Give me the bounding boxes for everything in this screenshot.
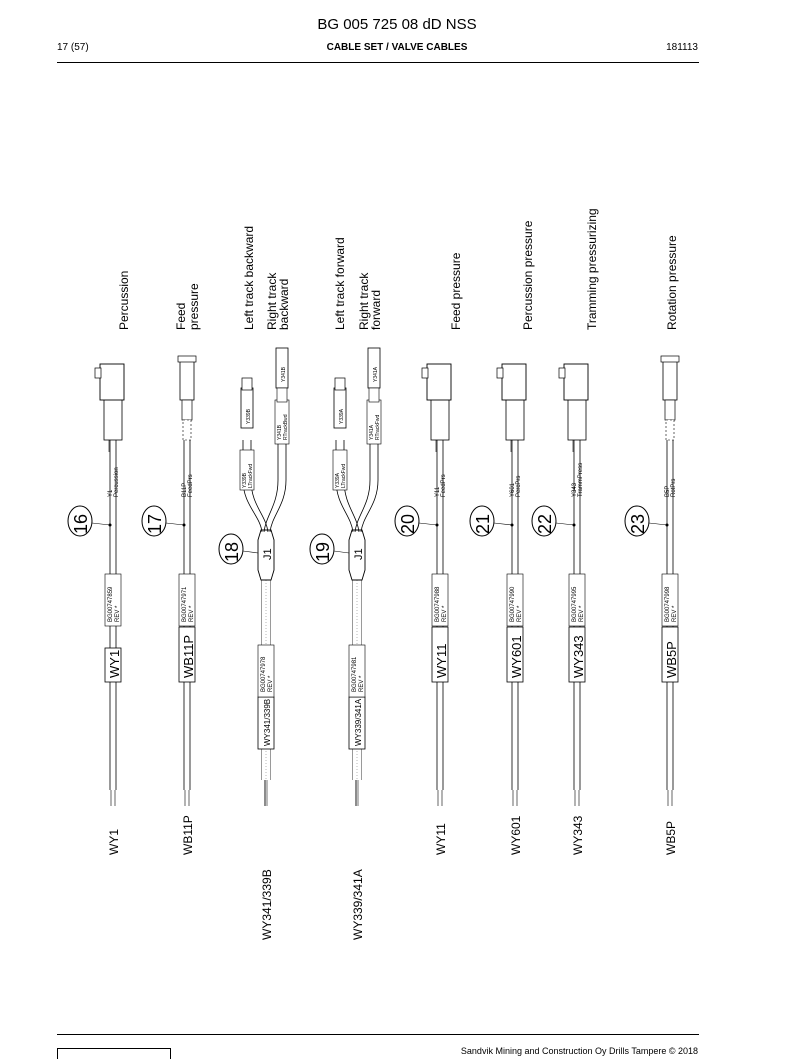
item-number: 20 [398,513,418,534]
connector-text: Percussion [114,467,120,497]
connector-code: Y11 [435,486,441,497]
valve-connector-head [564,364,588,400]
branch-text: RTrackFwd [375,414,381,440]
branch-b [264,440,278,532]
branch-text: LTrackFwd [248,463,254,488]
part-number: BG00747971 [182,586,188,622]
part-number: BG00747978 [261,656,267,692]
page-number: 17 (57) [57,42,89,53]
connector-code: B11P [182,482,188,497]
wire-tag: WB5P [664,641,679,678]
function-label: Feed [174,302,188,330]
bubble-leader-dot [666,524,669,527]
valve-connector-latch [422,368,428,378]
function-label-b: backward [277,278,291,330]
connector-code: B5P [665,485,671,497]
function-label: Percussion [117,270,131,330]
part-number: BG00747998 [665,586,671,622]
bubble-leader-dot [183,524,186,527]
sensor-connector-thread [661,356,679,362]
part-revision: REV * [579,605,585,622]
item-number: 19 [313,541,333,562]
cable-name: WY341/339B [260,869,274,940]
connector-text: PercPrs [516,475,522,497]
cable-wy11 [395,364,451,806]
valve-connector-head [100,364,124,400]
wire-tag: WY341/339B [263,698,272,746]
wire-tag: WY11 [434,643,449,678]
wire-tag: WY601 [509,635,524,678]
cable-wy339-341a [310,348,381,806]
branch-b-connector-neck [369,388,379,402]
junction-label: J1 [353,548,365,560]
part-revision: REV * [268,675,274,692]
branch-code: Y339A [335,472,341,488]
item-number: 22 [535,513,555,534]
function-label: Rotation pressure [665,235,679,330]
valve-connector-latch [559,368,565,378]
sensor-connector-body [663,360,677,400]
sensor-connector-body [180,360,194,400]
part-number: BG00747859 [108,586,114,622]
branch-code: Y341A [369,424,375,440]
valve-connector-body [506,398,524,440]
item-number: 18 [222,541,242,562]
cable-wy1 [68,364,124,806]
cable-wy601 [470,364,526,806]
wire-tag: WY339/341A [354,698,363,746]
section-title: CABLE SET / VALVE CABLES [326,42,468,53]
part-number: BG00747995 [572,586,578,622]
part-number: BG00747990 [510,586,516,622]
bubble-leader [649,523,667,525]
cable-wy343 [532,364,588,806]
wire-tag: WB11P [181,634,196,678]
cable-wy341-339b [219,348,289,806]
sensor-connector-boot [183,420,191,440]
valve-connector-latch [497,368,503,378]
valve-connector-body [104,398,122,440]
function-label: pressure [187,283,201,330]
sensor-connector-thread [178,356,196,362]
function-label-b: Right track [265,272,279,330]
bubble-leader [166,523,184,525]
bubble-leader [556,523,574,525]
branch-a-connector-label: Y339B [246,408,252,424]
bubble-leader [92,523,110,525]
connector-code: Y601 [510,482,516,497]
part-revision: REV * [189,605,195,622]
connector-text: TrammPress [578,462,584,497]
document-title: BG 005 725 08 dD NSS [317,16,477,33]
function-label: Tramming pressurizing [585,208,599,330]
function-label: Feed pressure [449,252,463,330]
branch-b-connector-label: Y341B [281,366,287,382]
bubble-leader-dot [511,524,514,527]
connector-code: Y1 [108,489,114,497]
branch-a-connector-tip [242,378,252,390]
bubble-leader [334,551,349,553]
function-label-a: Left track backward [242,225,256,330]
valve-connector-body [568,398,586,440]
item-number: 17 [145,513,165,534]
cable-name: WB11P [181,815,195,855]
footer-copyright: Sandvik Mining and Construction Oy Drills Tampere © 2018 [460,1046,698,1056]
branch-text: RTrackBwd [283,414,289,440]
cable-name: WB5P [664,820,678,855]
bubble-leader [419,523,437,525]
part-revision: REV * [442,605,448,622]
cable-wb5p [625,356,679,806]
part-revision: REV * [359,675,365,692]
function-label: Percussion pressure [521,220,535,330]
branch-code: Y339B [242,472,248,488]
document-date: 181113 [666,42,698,53]
connector-text: FeedPrs [188,474,194,497]
branch-b-connector-label: Y341A [373,366,379,382]
junction-label: J1 [262,548,274,560]
branch-code: Y341B [277,424,283,440]
bubble-leader-dot [109,524,112,527]
branch-a-connector-label: Y339A [339,408,345,424]
cable-name: WY343 [571,815,585,855]
bubble-leader [243,551,258,553]
valve-connector-latch [95,368,101,378]
branch-text: LTrackFwd [341,463,347,488]
sensor-connector-neck [665,400,675,420]
part-revision: REV * [672,605,678,622]
function-label-b: forward [369,289,383,330]
function-label-a: Left track forward [333,237,347,330]
sensor-connector-boot [666,420,674,440]
branch-a-connector-tip [335,378,345,390]
bubble-leader [494,523,512,525]
valve-connector-body [431,398,449,440]
function-label-b: Right track [357,272,371,330]
connector-code: Y343 [572,482,578,497]
branch-b [355,440,370,532]
item-number: 23 [628,513,648,534]
sensor-connector-neck [182,400,192,420]
cable-name: WY11 [434,823,448,855]
item-number: 21 [473,513,493,534]
valve-connector-head [502,364,526,400]
item-number: 16 [71,513,91,534]
cable-name: WY339/341A [351,869,365,940]
connector-text: FeedPrs [441,474,447,497]
part-revision: REV * [517,605,523,622]
part-revision: REV * [115,605,121,622]
part-number: BG00747988 [435,586,441,622]
connector-text: RotPrs [671,478,677,497]
wire-tag: WY343 [571,635,586,678]
bubble-leader-dot [436,524,439,527]
bubble-leader-dot [573,524,576,527]
branch-b-connector-neck [277,388,287,402]
cable-name: WY601 [509,815,523,855]
cable-wb11p [142,356,196,806]
wire-tag: WY1 [107,649,122,678]
part-number: BG00747981 [352,656,358,692]
valve-connector-head [427,364,451,400]
cable-name: WY1 [107,828,121,855]
